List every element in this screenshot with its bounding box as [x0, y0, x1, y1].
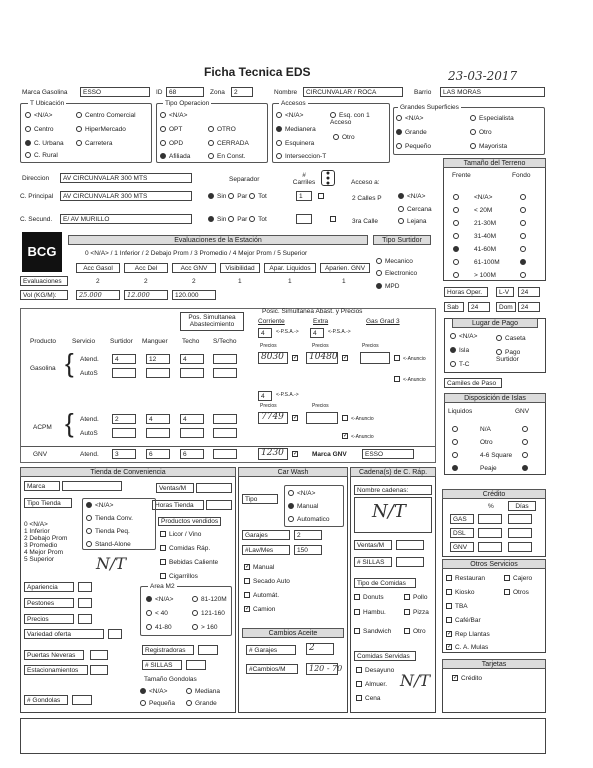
page-title: Ficha Tecnica EDS — [204, 65, 311, 79]
conv-area-opt-gt160[interactable]: > 160 — [192, 624, 217, 631]
otros-opt-mulas[interactable]: ✓ C. A. Mulas — [447, 644, 489, 651]
traffic-light-icon: ● ● ● — [321, 170, 335, 186]
acpm-precios-label-1: Precios — [260, 403, 277, 409]
marca-field[interactable]: ESSO — [80, 87, 150, 97]
gnv-price-check[interactable]: ✓ — [293, 451, 299, 458]
conv-row-puertas-val[interactable] — [90, 650, 108, 660]
cadena-sillas-label: # SILLAS — [354, 557, 392, 567]
eval-col-visibilidad: Visibilidad — [220, 263, 260, 273]
gas-price-extra-check[interactable]: ✓ — [343, 355, 349, 362]
psa-corr-label: <-P.S.A.-> — [276, 329, 299, 335]
gas-precios-label-1: Precios — [260, 343, 277, 349]
horas-dom-label: Dom — [496, 302, 516, 312]
horas-sab-field[interactable]: 24 — [468, 302, 490, 312]
gas-autos-label: AutoS — [80, 370, 98, 377]
cambios-garajes-field[interactable]: 2 — [306, 643, 334, 655]
gas-anuncio-check-2[interactable]: <-Anuncio — [394, 376, 426, 384]
notes-box[interactable] — [20, 718, 546, 754]
gasolina-brace: { — [65, 348, 74, 378]
marca-gnv-label: Marca GNV — [312, 451, 347, 458]
csecund-sep-radios[interactable]: Sin Par Tot — [208, 216, 267, 223]
conv-area-opt-lt40[interactable]: < 40 — [146, 610, 168, 617]
credito-title: Crédito — [442, 489, 546, 499]
barrio-field[interactable]: LAS MORAS — [440, 87, 545, 97]
evaluaciones-title: Evaluaciones de la Estación — [68, 235, 368, 245]
accesos-opt-esq1[interactable]: Esq. con 1 Acceso — [330, 112, 370, 127]
eval-col-acc-gasol: Acc Gasol — [76, 263, 120, 273]
conv-tipo-opt-na[interactable]: <N/A> — [86, 502, 113, 509]
gnv-atend-label: Atend. — [80, 451, 99, 458]
grandes-opt-especialista[interactable]: Especialista — [470, 115, 514, 122]
acceso-opt-lejana[interactable]: Lejana — [398, 218, 427, 225]
cprincipal-calles-check[interactable] — [318, 193, 327, 200]
acceso-opt-cercana[interactable]: Cercana — [398, 206, 432, 213]
gas-price-corriente[interactable]: 8030 — [258, 352, 288, 364]
evaluaciones-row-label: Evaluaciones — [20, 276, 68, 286]
acpm-label: ACPM — [33, 424, 52, 431]
eval-val-6[interactable]: 1 — [342, 278, 346, 285]
carwash-opt-na[interactable]: <N/A> — [288, 490, 315, 497]
otros-opt-kiosko[interactable]: Kiosko — [446, 589, 475, 596]
tipo-surtidor-label: Tipo Surtidor — [373, 235, 431, 245]
gas-techo-field[interactable]: 4 — [180, 354, 204, 364]
ubicacion-opt-urbana[interactable]: C. Urbana — [25, 140, 64, 147]
acceso-a-label: Acceso a: — [351, 179, 380, 186]
ubicacion-opt-cc[interactable]: Centro Comercial — [76, 112, 136, 119]
cadena-tipo-label: Tipo de Comidas — [354, 578, 416, 588]
islas-liq-radios[interactable] — [452, 423, 461, 475]
cadena-nt-handwritten: N/T — [372, 501, 406, 522]
acpm-manguer-field[interactable]: 4 — [146, 414, 170, 424]
operacion-opt-opd[interactable]: OPD — [160, 140, 183, 147]
gas-atend-label: Atend. — [80, 356, 99, 363]
pago-opt-surtidor[interactable]: Pago Surtidor — [496, 349, 521, 364]
gnv-manguer-field[interactable]: 6 — [146, 449, 170, 459]
conv-row-apariencia: Apariencia — [24, 582, 74, 592]
carriles-label: # Carriles — [292, 172, 316, 186]
gas-autos-1[interactable] — [112, 368, 136, 378]
tamano-title: Tamaño del Terreno — [443, 158, 546, 168]
horas-lv-label: L-V — [496, 287, 514, 297]
eval-col-aparien-gnv: Aparien. GNV — [320, 263, 370, 273]
conv-sillas-field[interactable] — [186, 660, 206, 670]
cambios-garajes-label: # Garajes — [246, 645, 296, 655]
pago-opt-na[interactable]: <N/A> — [450, 333, 477, 340]
conv-area-opt-121[interactable]: 121-160 — [192, 610, 225, 617]
conv-area-opt-41[interactable]: 41-80 — [146, 624, 172, 631]
ubicacion-opt-hiper[interactable]: HiperMercado — [76, 126, 126, 133]
carwash-check-automat[interactable]: Automát. — [244, 592, 279, 599]
operacion-title: Tipo Operacion — [165, 100, 210, 107]
conv-tamano-title: Tamaño Gondolas — [144, 676, 197, 683]
otros-opt-otros[interactable]: Otros — [504, 589, 529, 596]
eval-col-acc-del: Acc Del — [124, 263, 168, 273]
cadena-opt-sandwich[interactable]: Sandwich — [354, 628, 391, 635]
cprincipal-field[interactable]: AV CIRCUNVALAR 300 MTS — [60, 191, 192, 201]
tarjetas-opt-credito[interactable]: ✓ Crédito — [453, 675, 482, 682]
csecund-field[interactable]: E/ AV MURILLO — [60, 214, 192, 224]
conv-prod-cigarrillos[interactable]: Cigarrillos — [160, 573, 198, 580]
cambios-mes-field[interactable]: 120 - 70 — [306, 663, 338, 675]
cprincipal-sep-radios[interactable]: Sin Par Tot — [208, 193, 267, 200]
cadena-serv-cena[interactable]: Cena — [356, 695, 381, 702]
psa-acpm-cnt[interactable]: 4 — [258, 391, 272, 401]
accesos-opt-medianera[interactable]: Medianera — [276, 126, 316, 133]
extra-label: Extra — [313, 318, 329, 325]
islas-liq-label: Liquidos — [448, 408, 473, 415]
gas-surtidor-field[interactable]: 4 — [112, 354, 136, 364]
eval-val-3[interactable]: 2 — [192, 278, 196, 285]
operacion-opt-otro[interactable]: OTRO — [208, 126, 236, 133]
zona-label: Zona — [210, 89, 225, 96]
carwash-title: Car Wash — [238, 467, 348, 477]
marca-gnv-field[interactable]: ESSO — [362, 449, 414, 459]
conv-ventas-label: Ventas/M — [156, 483, 194, 493]
pago-opt-tc[interactable]: T-C — [450, 361, 469, 368]
zona-field[interactable]: 2 — [231, 87, 253, 97]
carwash-lav-field[interactable]: 150 — [294, 545, 322, 555]
csecund-label: C. Secund. — [20, 216, 53, 223]
gas-autos-4[interactable] — [213, 368, 237, 378]
psa-acpm-label: <-P.S.A.-> — [276, 392, 299, 398]
conv-horas-label: Horas Tienda — [152, 500, 204, 510]
grandes-opt-pequeno[interactable]: Pequeño — [396, 143, 431, 150]
direccion-label: Direccion — [22, 175, 50, 182]
conv-tipo-opt-stand[interactable]: Stand-Alone — [86, 541, 131, 548]
surtidor-opt-electronico[interactable]: Electronico — [376, 270, 417, 277]
gas-manguer-field[interactable]: 12 — [146, 354, 170, 364]
cadena-serv-almuer[interactable]: Almuer. — [356, 681, 387, 688]
gnv-price-field[interactable]: 1230 — [258, 448, 288, 460]
gasolina-label: Gasolina — [30, 365, 56, 372]
gas-price-extra[interactable]: 10480 — [306, 352, 338, 364]
camiles-label: Camiles de Paso — [444, 378, 502, 388]
gas-precios-label-3: Precios — [362, 343, 379, 349]
gas-anuncio-check[interactable]: <-Anuncio — [394, 355, 426, 363]
corriente-label: Corriente — [258, 318, 285, 325]
acpm-brace: { — [65, 408, 74, 438]
acpm-autos-1[interactable] — [112, 428, 136, 438]
acpm-surtidor-field[interactable]: 2 — [112, 414, 136, 424]
horas-lv-field[interactable]: 24 — [518, 287, 540, 297]
conv-prod-licor[interactable]: Licor / Vino — [160, 531, 201, 538]
separador-label: Separador — [229, 176, 260, 183]
producto-header-5: S/Techo — [213, 338, 237, 345]
islas-options: N/A Otro 4-6 Square Peaje — [480, 426, 513, 472]
conv-row-precios: Precios — [24, 614, 74, 624]
psa-corr-cnt[interactable]: 4 — [258, 328, 272, 338]
cadena-opt-pizza[interactable]: Pizza — [404, 609, 429, 616]
conv-row-pestones-val[interactable] — [78, 598, 92, 608]
id-field[interactable]: 68 — [166, 87, 204, 97]
evaluaciones-scale: 0 <N/A> / 1 Inferior / 2 Debajo Prom / 3 Promedio / 4 Mejor Prom / 5 Superior — [85, 250, 308, 257]
pos-simul-label: Pos. Simultanea Abastecimiento — [180, 312, 244, 331]
gas-price-corr-check[interactable]: ✓ — [293, 355, 299, 362]
conv-sillas-label: # SILLAS — [142, 660, 182, 670]
conv-prod-bebidas[interactable]: Bebidas Caliente — [160, 559, 218, 566]
cadena-opt-donuts[interactable]: Donuts — [354, 594, 384, 601]
conv-row-estac: Estacionamientos — [24, 665, 88, 675]
otros-opt-restauran[interactable]: Restauran — [446, 575, 485, 582]
gas-autos-2[interactable] — [146, 368, 170, 378]
accesos-opt-otro[interactable]: Otro — [333, 134, 355, 141]
cadena-opt-otro[interactable]: Otro — [404, 628, 426, 635]
acpm-autos-label: AutoS — [80, 430, 98, 437]
conv-area-opt-81[interactable]: 81-120M — [192, 596, 227, 603]
gas3-label: Gas Grad 3 — [366, 318, 400, 325]
carwash-check-secado[interactable]: Secado Auto — [244, 578, 290, 585]
cambios-title: Cambios Aceite — [242, 628, 344, 638]
islas-title: Disposición de Islas — [444, 393, 546, 403]
carwash-opt-manual[interactable]: Manual — [288, 503, 318, 510]
psa-extra-label: <-P.S.A.-> — [328, 329, 351, 335]
islas-gnv-radios[interactable] — [522, 423, 531, 475]
carwash-opt-auto[interactable]: Automatico — [288, 516, 330, 523]
grandes-title: Grandes Superficies — [400, 104, 459, 111]
tamano-frente-label: Frente — [452, 172, 471, 179]
conv-row-precios-val[interactable] — [78, 614, 92, 624]
acpm-stecho-field[interactable] — [213, 414, 237, 424]
conveniencia-title: Tienda de Conveniencia — [20, 467, 236, 477]
credito-gnv-pct[interactable] — [478, 542, 502, 552]
ubicacion-opt-rural[interactable]: C. Rural — [25, 152, 58, 159]
cprincipal-carriles-field[interactable]: 1 — [296, 191, 312, 201]
conv-row-pestones: Pestones — [24, 598, 74, 608]
acpm-autos-3[interactable] — [180, 428, 204, 438]
gas-precios-label-2: Precios — [312, 343, 329, 349]
gnv-surtidor-field[interactable]: 3 — [112, 449, 136, 459]
carwash-check-manual[interactable]: ✓ Manual — [245, 564, 275, 571]
eval-val-1[interactable]: 2 — [96, 278, 100, 285]
surtidor-opt-mecanico[interactable]: Mecanico — [376, 258, 413, 265]
direccion-field[interactable]: AV CIRCUNVALAR 300 MTS — [60, 173, 192, 183]
credito-row-dsl: DSL — [450, 528, 474, 538]
cadena-opt-hambu[interactable]: Hambu. — [354, 609, 386, 616]
pago-title: Lugar de Pago — [452, 318, 538, 328]
gnv-stecho-field[interactable] — [213, 449, 237, 459]
acpm-price-check[interactable]: ✓ — [293, 415, 299, 422]
tamano-frente-radios[interactable] — [453, 191, 462, 282]
producto-header-3: Manguer — [142, 338, 168, 345]
conv-registradoras-field[interactable] — [198, 645, 218, 655]
conv-marca-field[interactable] — [62, 481, 122, 491]
producto-header-4: Techo — [182, 338, 200, 345]
otros-opt-cafe[interactable]: Café/Bar — [446, 617, 481, 624]
conv-productos-title: Productos vendidos — [158, 517, 221, 526]
cadena-nt-handwritten-2: N/T — [400, 671, 431, 690]
tamano-fondo-label: Fondo — [512, 172, 531, 179]
grandes-opt-mayorista[interactable]: Mayorista — [470, 143, 507, 150]
psa-extra-cnt[interactable]: 4 — [310, 328, 324, 338]
conv-row-estac-val[interactable] — [90, 665, 108, 675]
credito-dsl-pct[interactable] — [478, 528, 502, 538]
otros-opt-tba[interactable]: TBA — [446, 603, 468, 610]
credito-row-gnv: GNV — [450, 542, 474, 552]
islas-gnv-label: GNV — [515, 408, 530, 415]
carwash-check-camion[interactable]: ✓ Camion — [245, 606, 276, 613]
credito-dias-label: Días — [508, 501, 536, 511]
conv-tam-opt-na[interactable]: <N/A> — [140, 688, 167, 695]
acpm-techo-field[interactable]: 4 — [180, 414, 204, 424]
tamano-options: <N/A> < 20M 21-30M 31-40M 41-60M 61-100M > 100M — [474, 194, 500, 279]
posic-label: Posic. Simultanea Abast. y Precios — [262, 308, 363, 315]
acpm-atend-label: Atend. — [80, 416, 99, 423]
operacion-opt-opt[interactable]: OPT — [160, 126, 182, 133]
vol-gnv-field[interactable]: 120.000 — [172, 290, 216, 300]
acpm-price-field[interactable]: 7749 — [258, 412, 288, 424]
conv-ventas-field[interactable] — [196, 483, 232, 493]
conv-gondolas-label: # Gondolas — [24, 695, 68, 705]
cadena-title: Cadena(s) de C. Ráp. — [350, 467, 436, 477]
cadena-ventas-label: Ventas/M — [354, 540, 392, 550]
csecund-calle-check[interactable] — [330, 216, 339, 223]
acceso-opt-na[interactable]: <N/A> — [398, 193, 425, 200]
vol-gasol-field[interactable]: 25.000 — [76, 290, 120, 300]
operacion-opt-na[interactable]: <N/A> — [160, 112, 187, 119]
conv-tipo-label: Tipo Tienda — [24, 498, 72, 508]
vol-del-field[interactable]: 12.000 — [124, 290, 168, 300]
conv-tam-opt-pequena[interactable]: Pequeña — [140, 700, 175, 707]
conv-row-variedad-val[interactable] — [108, 629, 122, 639]
ubicacion-opt-na[interactable]: <N/A> — [25, 112, 52, 119]
producto-header-2: Surtidor — [110, 338, 133, 345]
cadena-serv-desayuno[interactable]: Desayuno — [356, 667, 394, 674]
credito-gnv-dias[interactable] — [508, 542, 532, 552]
eval-val-5[interactable]: 1 — [288, 278, 292, 285]
id-label: ID — [156, 89, 163, 96]
operacion-opt-cerrada[interactable]: CERRADA — [208, 140, 249, 147]
conv-registradoras-label: Registradoras — [142, 645, 194, 655]
nombre-field[interactable]: CIRCUNVALAR / ROCA — [303, 87, 403, 97]
horas-sab-label: Sab — [444, 302, 464, 312]
credito-gas-pct[interactable] — [478, 514, 502, 524]
gas-stecho-field[interactable] — [213, 354, 237, 364]
otros-opt-llantas[interactable]: ✓ Rep Llantas — [447, 631, 490, 638]
operacion-opt-afiliada[interactable]: Afiliada — [160, 153, 190, 160]
operacion-opt-const[interactable]: En Const. — [208, 153, 246, 160]
cadena-servidas-label: Comidas Servidas — [354, 651, 416, 661]
conv-tipo-opt-peq[interactable]: Tienda Peq. — [86, 528, 130, 535]
ubicacion-opt-carretera[interactable]: Carretera — [76, 140, 112, 147]
gnv-divider — [21, 446, 435, 447]
horas-label: Horas Oper. — [444, 287, 488, 297]
grandes-opt-grande[interactable]: Grande — [396, 129, 427, 136]
eval-val-2[interactable]: 2 — [144, 278, 148, 285]
conv-row-apariencia-val[interactable] — [78, 582, 92, 592]
eval-col-apar-liq: Apar. Liquidos — [264, 263, 316, 273]
cadena-nombre-label: Nombre cadenas: — [354, 485, 432, 495]
conv-row-variedad: Variedad oferta — [24, 629, 104, 639]
acpm-precios-label-2: Precios — [312, 403, 329, 409]
acpm-autos-2[interactable] — [146, 428, 170, 438]
otros-title: Otros Servicios — [442, 559, 546, 569]
conv-tam-opt-grande[interactable]: Grande — [186, 700, 217, 707]
vol-label: Vol (KG/M): — [20, 290, 68, 300]
conv-marca-label: Marca — [24, 481, 60, 491]
carwash-garajes-field[interactable]: 2 — [294, 530, 322, 540]
conv-nt-handwritten: N/T — [96, 554, 127, 573]
cadena-ventas-field[interactable] — [396, 540, 424, 550]
acpm-anuncio-check[interactable]: <-Anuncio — [342, 415, 374, 423]
cadena-sillas-field[interactable] — [396, 557, 424, 567]
eval-val-4[interactable]: 1 — [238, 278, 242, 285]
csecund-calle-label: 3ra Calle — [352, 218, 379, 225]
credito-gas-dias[interactable] — [508, 514, 532, 524]
cprincipal-label: C. Principal — [20, 193, 54, 200]
carwash-tipo-label: Tipo — [242, 494, 278, 504]
conv-gondolas-field[interactable] — [72, 695, 92, 705]
eval-col-acc-gnv: Acc GNV — [172, 263, 216, 273]
carwash-lav-label: #Lav/Mes — [242, 545, 290, 555]
grandes-opt-na[interactable]: <N/A> — [396, 115, 423, 122]
cprincipal-calles-label: 2 Calles P — [352, 195, 382, 202]
gas-price-gas3[interactable] — [360, 352, 390, 364]
grandes-opt-otro[interactable]: Otro — [470, 129, 492, 136]
gas-autos-3[interactable] — [180, 368, 204, 378]
bcg-logo: BCG — [22, 232, 62, 272]
pago-opt-caseta[interactable]: Caseta — [496, 335, 526, 342]
accesos-opt-na[interactable]: <N/A> — [276, 112, 303, 119]
credito-pct-label: % — [488, 503, 494, 510]
acpm-anuncio-check-2[interactable]: ✓ <-Anuncio — [343, 433, 374, 440]
tamano-fondo-radios[interactable] — [520, 191, 529, 282]
credito-row-gas: GAS — [450, 514, 474, 524]
tarjetas-title: Tarjetas — [442, 659, 546, 669]
cadena-opt-pollo[interactable]: Pollo — [404, 594, 427, 601]
producto-header-1: Servicio — [72, 338, 96, 345]
accesos-opt-interseccion[interactable]: Interseccion-T — [276, 153, 326, 160]
handwritten-date: 23-03-2017 — [448, 69, 518, 83]
csecund-carriles-field[interactable] — [296, 214, 312, 224]
accesos-opt-esquinera[interactable]: Esquinera — [276, 140, 314, 147]
pago-opt-isla[interactable]: Isla — [450, 347, 469, 354]
carwash-garajes-label: Garajes — [242, 530, 290, 540]
ubicacion-title: T Ubicación — [30, 100, 65, 107]
conv-tipo-opt-conv[interactable]: Tienda Conv. — [86, 515, 133, 522]
acpm-price-2[interactable] — [306, 412, 338, 424]
conv-scale: 0 <N/A> 1 Inferior 2 Debajo Prom 3 Promedio 4 Mejor Prom 5 Superior — [24, 521, 68, 563]
acpm-autos-4[interactable] — [213, 428, 237, 438]
cambios-mes-label: #Cambios/M — [246, 664, 298, 674]
marca-label: Marca Gasolina — [22, 89, 68, 96]
conv-area-title: Area M2 — [150, 583, 175, 590]
gnv-label: GNV — [33, 451, 48, 458]
credito-dsl-dias[interactable] — [508, 528, 532, 538]
accesos-title: Accesos — [281, 100, 306, 107]
nombre-label: Nombre — [274, 89, 298, 96]
conv-prod-comidas[interactable]: Comidas Ráp. — [160, 545, 210, 552]
barrio-label: Barrio — [414, 89, 432, 96]
otros-opt-cajero[interactable]: Cajero — [504, 575, 532, 582]
conv-tam-opt-mediana[interactable]: Mediana — [186, 688, 220, 695]
surtidor-opt-mpd[interactable]: MPD — [376, 283, 399, 290]
conv-area-opt-na[interactable]: <N/A> — [146, 596, 173, 603]
gnv-techo-field[interactable]: 6 — [180, 449, 204, 459]
horas-dom-field[interactable]: 24 — [518, 302, 540, 312]
conv-horas-field[interactable] — [206, 500, 232, 510]
ubicacion-opt-centro[interactable]: Centro — [25, 126, 54, 133]
producto-header-0: Producto — [30, 338, 57, 345]
conv-row-puertas: Puertas Neveras — [24, 650, 84, 660]
